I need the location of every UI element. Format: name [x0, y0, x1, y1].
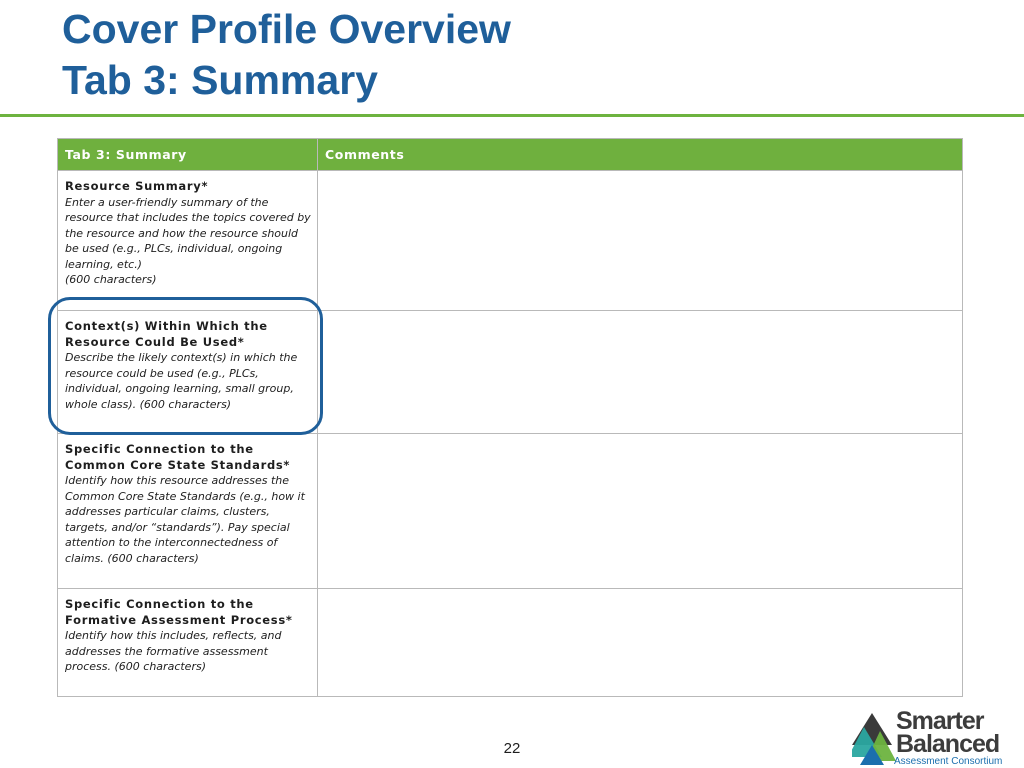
field-label: Specific Connection to the Common Core State Standards*	[65, 442, 291, 472]
field-description: Identify how this includes, reflects, and addresses the formative assessment process. (600 characters)	[65, 629, 282, 673]
field-char-limit: (600 characters)	[65, 273, 157, 286]
comment-cell[interactable]	[318, 171, 963, 311]
table-row	[58, 589, 963, 697]
table-row	[58, 311, 963, 434]
comment-cell[interactable]	[318, 434, 963, 589]
header-tab3-summary: Tab 3: Summary	[58, 139, 318, 171]
logo-text-smarter: Smarter	[896, 707, 984, 735]
logo-tagline: Assessment Consortium	[894, 756, 1003, 767]
field-cell-resource-summary	[58, 171, 318, 311]
field-cell-ccss-connection	[58, 434, 318, 589]
slide-title-line2: Tab 3: Summary	[62, 57, 378, 103]
field-cell-context	[58, 311, 318, 434]
field-description: Describe the likely context(s) in which the resource could be used (e.g., PLCs, individual, ongoing learning, small group, whole class). (600 characters)	[65, 351, 298, 411]
summary-form-table	[57, 138, 963, 697]
title-divider	[0, 114, 1024, 117]
table-row	[58, 171, 963, 311]
slide-title-line1: Cover Profile Overview	[62, 6, 511, 52]
slide-title	[62, 4, 962, 106]
logo-text-balanced: Balanced	[896, 730, 1000, 758]
page-number: 22	[503, 740, 521, 757]
smarter-balanced-logo	[852, 707, 1024, 768]
comment-cell[interactable]	[318, 589, 963, 697]
header-comments: Comments	[318, 139, 963, 171]
field-label: Resource Summary*	[65, 179, 209, 193]
field-label: Context(s) Within Which the Resource Could Be Used*	[65, 319, 268, 349]
field-description: Identify how this resource addresses the Common Core State Standards (e.g., how it addresses particular claims, clusters, targets, and/or “standards”). Pay special attention to the interconnectedness of claims. (600 characters)	[65, 474, 305, 565]
field-label: Specific Connection to the Formative Assessment Process*	[65, 597, 293, 627]
field-cell-formative-connection	[58, 589, 318, 697]
comment-cell[interactable]	[318, 311, 963, 434]
triangles-logo-icon	[852, 711, 896, 767]
table-row	[58, 434, 963, 589]
field-description: Enter a user-friendly summary of the resource that includes the topics covered by the resource and how the resource should be used (e.g., PLCs, individual, ongoing learning, etc.)	[65, 195, 311, 271]
table-header-row	[58, 139, 963, 171]
